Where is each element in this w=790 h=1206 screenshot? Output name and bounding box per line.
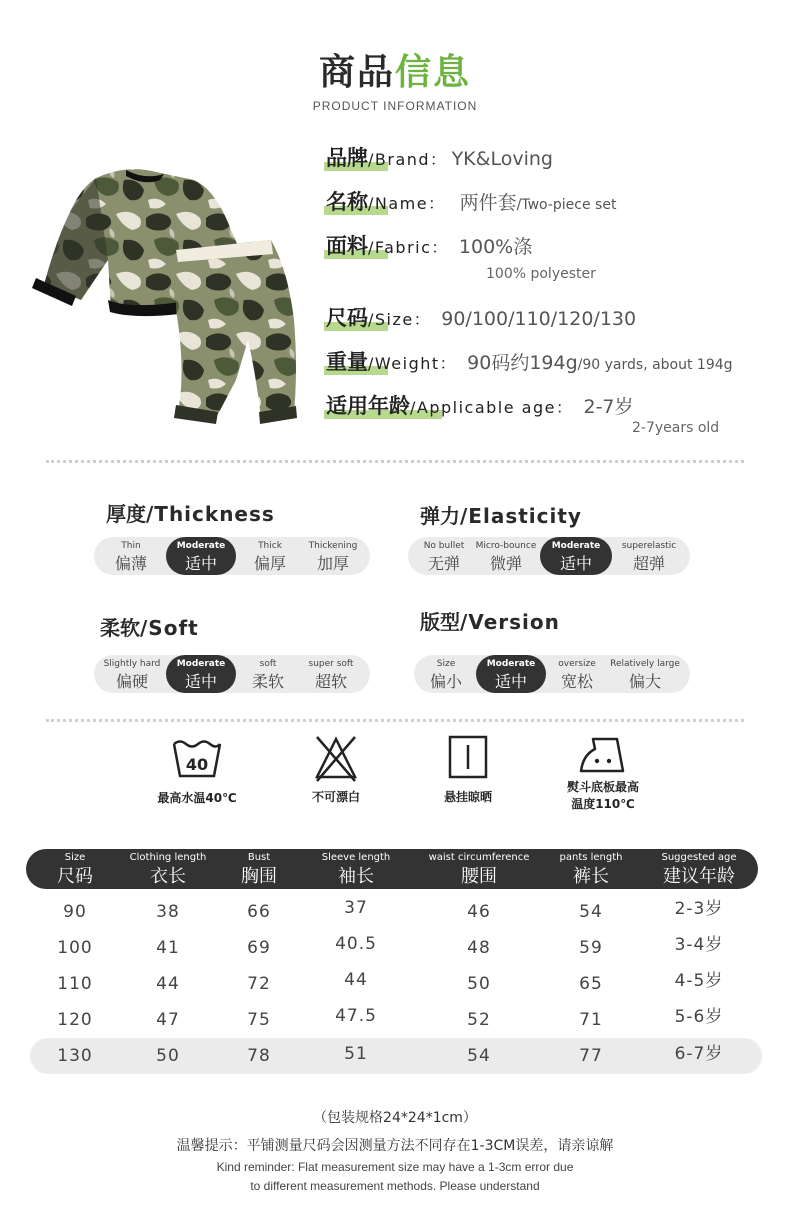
version-option: Size 偏小 [429, 659, 462, 691]
reminder-cn: 温馨提示：平铺测量尺码会因测量方法不同存在1-3CM误差，请亲谅解 [176, 1138, 614, 1154]
divider [46, 719, 744, 722]
reminder-en-1: Kind reminder: Flat measurement size may have a 1-3cm error due [216, 1160, 574, 1174]
table-row: 90 38 66 37 46 54 2-3岁 [63, 898, 724, 922]
header-pants-length: pants length 裤长 [559, 852, 623, 887]
wash-40-icon [171, 738, 223, 780]
info-size: 尺码/Size： 90/100/110/120/130 [326, 306, 637, 330]
table-row: 120 47 75 47.5 52 71 5-6岁 [57, 1006, 724, 1030]
version-option-selected: Moderate 适中 [476, 655, 546, 693]
version-option: oversize 宽松 [558, 659, 596, 691]
soft-option: Slightly hard 偏硬 [103, 659, 161, 691]
header-waist: waist circumference 腰围 [428, 852, 530, 887]
iron-icon [577, 733, 629, 775]
soft-scale [94, 655, 370, 693]
elasticity-title: 弹力/Elasticity [420, 504, 582, 528]
care-dry: 悬挂晾晒 [426, 735, 510, 806]
header-bust: Bust 胸围 [241, 852, 277, 887]
title-en: PRODUCT INFORMATION [312, 99, 478, 113]
info-weight: 重量/Weight： 90码约194g/90 yards, about 194g [326, 350, 733, 374]
size-table-header [26, 849, 758, 889]
care-wash: 40 最高水温40℃ [150, 738, 244, 807]
info-name: 名称/Name： 两件套/Two-piece set [326, 190, 617, 214]
header-clothing-length: Clothing length 衣长 [129, 852, 207, 887]
elasticity-option: Micro-bounce 微弹 [475, 541, 537, 573]
version-option: Relatively large 偏大 [610, 659, 680, 691]
header-suggested-age: Suggested age 建议年龄 [661, 852, 737, 887]
reminder-en-2: to different measurement methods. Please understand [250, 1179, 540, 1193]
table-row: 130 50 78 51 54 77 6-7岁 [30, 1038, 762, 1074]
thickness-scale [94, 537, 370, 575]
soft-title: 柔软/Soft [100, 616, 199, 640]
title-cn: 商品信息 [318, 52, 472, 93]
no-bleach-icon [313, 733, 359, 783]
care-iron: 熨斗底板最高 温度110℃ [556, 733, 650, 813]
thickness-option: Thick 偏厚 [253, 541, 286, 573]
version-scale [414, 655, 690, 693]
thickness-option-selected: Moderate 适中 [166, 537, 236, 575]
info-fabric-sub: 100% polyester [486, 266, 596, 282]
soft-option-selected: Moderate 适中 [166, 655, 236, 693]
info-age: 适用年龄/Applicable age： 2-7岁 [326, 394, 634, 418]
elasticity-option-selected: Moderate 适中 [540, 537, 612, 575]
version-title: 版型/Version [420, 610, 560, 634]
thickness-title: 厚度/Thickness [106, 502, 275, 526]
divider [46, 460, 744, 463]
elasticity-option: No bullet 无弹 [423, 541, 465, 573]
hang-dry-icon [448, 735, 488, 779]
info-age-sub: 2-7years old [632, 420, 720, 436]
soft-option: soft 柔软 [251, 659, 284, 691]
info-brand: 品牌/Brand： YK&Loving [326, 146, 553, 170]
thickness-option: Thickening 加厚 [308, 541, 358, 573]
soft-option: super soft 超软 [308, 659, 354, 691]
elasticity-option: superelastic 超弹 [621, 541, 677, 573]
section-title [0, 44, 790, 113]
thickness-option: Thin 偏薄 [114, 541, 147, 573]
table-row: 100 41 69 40.5 48 59 3-4岁 [57, 934, 724, 958]
header-size: Size 尺码 [57, 852, 93, 887]
table-row: 110 44 72 44 50 65 4-5岁 [57, 970, 724, 994]
product-image [26, 150, 306, 430]
svg-text:40: 40 [185, 755, 209, 774]
package-size: （包装规格24*24*1cm） [313, 1110, 477, 1126]
elasticity-scale [408, 537, 690, 575]
info-fabric: 面料/Fabric： 100%涤 [326, 234, 533, 258]
care-bleach: 不可漂白 [294, 733, 378, 806]
header-sleeve-length: Sleeve length 袖长 [321, 852, 391, 887]
